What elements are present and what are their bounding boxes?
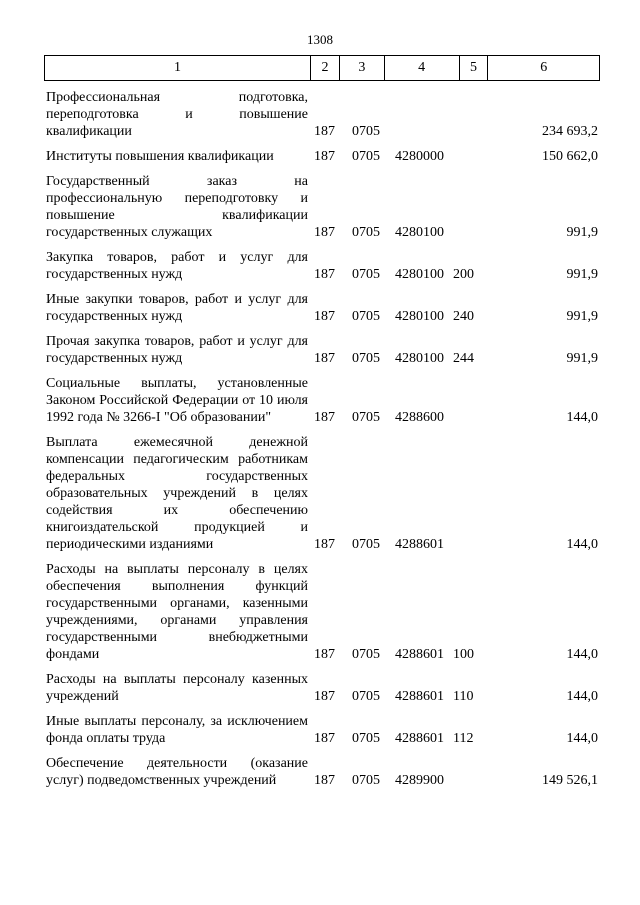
row-name: Выплата ежемесячной денежной компенсации педагогическим работникам федеральных государственных образовательных учреждений в целях содействия их обеспечению книгоиздательской продукцией и периодическими изданиями xyxy=(46,435,308,552)
row-expense-code: 200 xyxy=(453,267,474,282)
row-ministry-code: 187 xyxy=(314,267,335,282)
row-name: Государственный заказ на профессиональную переподготовку и повышение квалификации государственных служащих xyxy=(46,174,308,240)
row-name: Расходы на выплаты персоналу в целях обеспечения выполнения функций государственными органами, казенными учреждениями, органами управления государственными внебюджетными фондами xyxy=(46,562,308,662)
row-section-code: 0705 xyxy=(352,731,380,746)
row-expense-code: 110 xyxy=(453,689,474,704)
row-section-code: 0705 xyxy=(352,149,380,164)
row-section-code: 0705 xyxy=(352,309,380,324)
row-section-code: 0705 xyxy=(352,351,380,366)
table-header xyxy=(44,55,600,81)
row-section-code: 0705 xyxy=(352,537,380,552)
row-section-code: 0705 xyxy=(352,689,380,704)
row-target-code: 4280000 xyxy=(395,149,444,164)
page-number: 1308 xyxy=(307,32,333,47)
row-name: Прочая закупка товаров, работ и услуг для государственных нужд xyxy=(46,334,308,366)
header-col-6: 6 xyxy=(540,60,548,75)
row-name: Социальные выплаты, установленные Законом Российской Федерации от 10 июля 1992 года № 3266-I "Об образовании" xyxy=(46,376,308,425)
header-col-2: 2 xyxy=(311,56,340,80)
row-ministry-code: 187 xyxy=(314,647,335,662)
table-body xyxy=(0,89,640,797)
row-ministry-code: 187 xyxy=(314,351,335,366)
row-section-code: 0705 xyxy=(352,267,380,282)
row-amount: 144,0 xyxy=(566,537,598,552)
table-row xyxy=(0,713,640,747)
row-target-code: 4288600 xyxy=(395,410,444,425)
table-row xyxy=(0,291,640,325)
row-target-code: 4288601 xyxy=(395,731,444,746)
row-amount: 150 662,0 xyxy=(542,149,598,164)
row-amount: 144,0 xyxy=(566,647,598,662)
table-row xyxy=(0,249,640,283)
row-amount: 991,9 xyxy=(566,267,598,282)
row-expense-code: 244 xyxy=(453,351,474,366)
row-name: Расходы на выплаты персоналу казенных учреждений xyxy=(46,672,308,704)
row-ministry-code: 187 xyxy=(314,309,335,324)
table-row xyxy=(0,755,640,789)
row-amount: 144,0 xyxy=(566,731,598,746)
row-amount: 991,9 xyxy=(566,309,598,324)
row-target-code: 4280100 xyxy=(395,225,444,240)
table-row xyxy=(0,375,640,426)
table-row xyxy=(0,561,640,663)
table-row xyxy=(0,333,640,367)
header-col-4: 4 xyxy=(385,56,460,80)
table-row xyxy=(0,671,640,705)
row-target-code: 4288601 xyxy=(395,689,444,704)
row-section-code: 0705 xyxy=(352,410,380,425)
row-name: Профессиональная подготовка, переподготовка и повышение квалификации xyxy=(46,90,308,139)
row-target-code: 4288601 xyxy=(395,647,444,662)
row-name: Закупка товаров, работ и услуг для государственных нужд xyxy=(46,250,308,282)
row-expense-code: 240 xyxy=(453,309,474,324)
row-target-code: 4280100 xyxy=(395,351,444,366)
row-section-code: 0705 xyxy=(352,124,380,139)
row-ministry-code: 187 xyxy=(314,225,335,240)
row-amount: 149 526,1 xyxy=(542,773,598,788)
row-name: Иные выплаты персоналу, за исключением фонда оплаты труда xyxy=(46,714,308,746)
row-target-code: 4289900 xyxy=(395,773,444,788)
row-target-code: 4288601 xyxy=(395,537,444,552)
row-section-code: 0705 xyxy=(352,647,380,662)
row-ministry-code: 187 xyxy=(314,124,335,139)
table-row xyxy=(0,434,640,553)
row-target-code: 4280100 xyxy=(395,309,444,324)
header-col-5: 5 xyxy=(460,56,489,80)
header-col-1: 1 xyxy=(45,56,311,80)
row-expense-code: 100 xyxy=(453,647,474,662)
row-amount: 991,9 xyxy=(566,351,598,366)
row-amount: 991,9 xyxy=(566,225,598,240)
row-ministry-code: 187 xyxy=(314,537,335,552)
row-ministry-code: 187 xyxy=(314,731,335,746)
table-row xyxy=(0,89,640,140)
row-expense-code: 112 xyxy=(453,731,474,746)
row-name: Иные закупки товаров, работ и услуг для государственных нужд xyxy=(46,292,308,324)
table-row xyxy=(0,173,640,241)
row-ministry-code: 187 xyxy=(314,149,335,164)
row-amount: 144,0 xyxy=(566,689,598,704)
row-ministry-code: 187 xyxy=(314,689,335,704)
header-col-3: 3 xyxy=(340,56,385,80)
row-section-code: 0705 xyxy=(352,225,380,240)
table-row xyxy=(0,148,640,165)
row-amount: 234 693,2 xyxy=(542,124,598,139)
row-ministry-code: 187 xyxy=(314,773,335,788)
row-name: Институты повышения квалификации xyxy=(46,149,274,164)
row-amount: 144,0 xyxy=(566,410,598,425)
row-name: Обеспечение деятельности (оказание услуг) подведомственных учреждений xyxy=(46,756,308,788)
row-target-code: 4280100 xyxy=(395,267,444,282)
row-section-code: 0705 xyxy=(352,773,380,788)
row-ministry-code: 187 xyxy=(314,410,335,425)
